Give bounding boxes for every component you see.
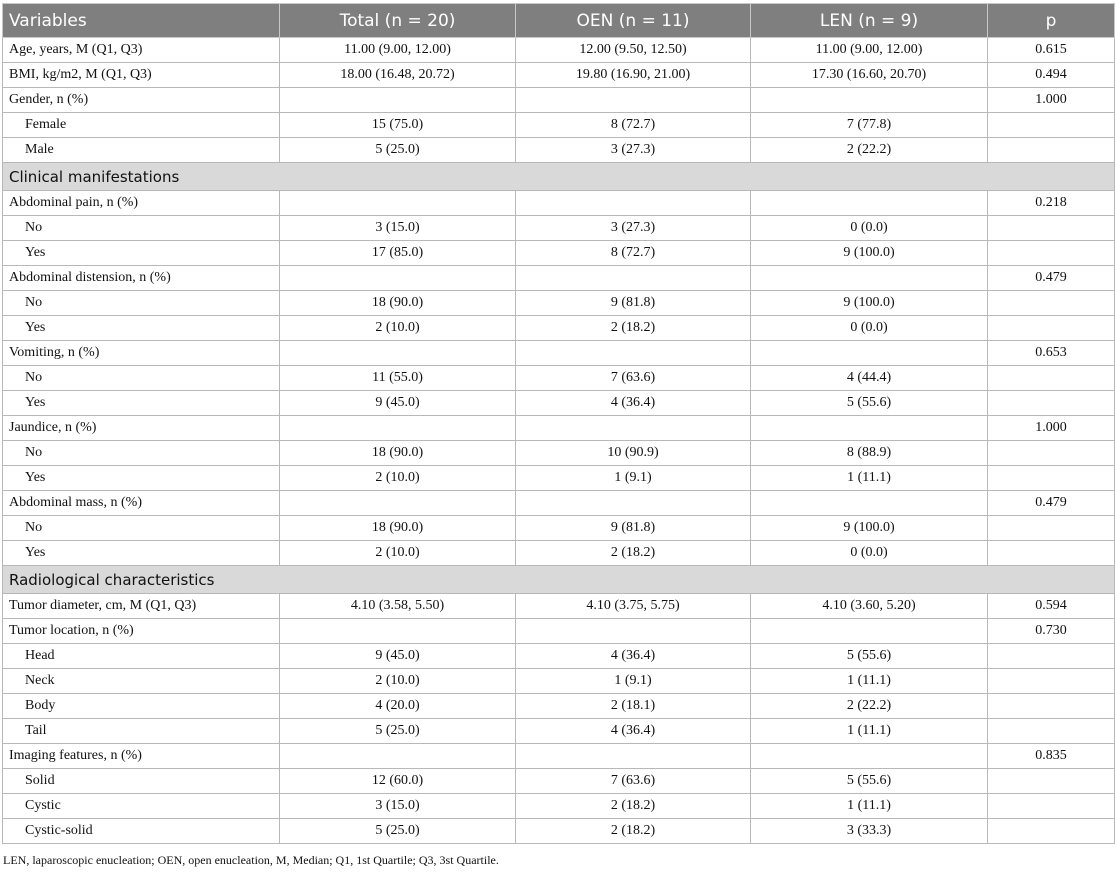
len-cell: 9 (100.0) bbox=[751, 241, 988, 266]
len-cell: 8 (88.9) bbox=[751, 441, 988, 466]
len-cell: 1 (11.1) bbox=[751, 719, 988, 744]
table-subrow bbox=[3, 769, 1115, 794]
p-value-cell bbox=[988, 113, 1115, 138]
p-value-cell: 0.218 bbox=[988, 191, 1115, 216]
data-table bbox=[2, 3, 1115, 844]
len-cell bbox=[751, 619, 988, 644]
oen-cell: 2 (18.2) bbox=[516, 316, 751, 341]
header-variables: Variables bbox=[3, 4, 280, 38]
oen-cell: 4.10 (3.75, 5.75) bbox=[516, 594, 751, 619]
p-value-cell bbox=[988, 241, 1115, 266]
total-cell: 5 (25.0) bbox=[280, 138, 516, 163]
p-value-cell bbox=[988, 819, 1115, 844]
oen-cell: 2 (18.2) bbox=[516, 819, 751, 844]
len-cell bbox=[751, 341, 988, 366]
p-value-cell: 0.835 bbox=[988, 744, 1115, 769]
len-cell: 9 (100.0) bbox=[751, 516, 988, 541]
oen-cell: 19.80 (16.90, 21.00) bbox=[516, 63, 751, 88]
row-label: Solid bbox=[3, 769, 280, 794]
total-cell bbox=[280, 191, 516, 216]
oen-cell: 2 (18.1) bbox=[516, 694, 751, 719]
oen-cell: 3 (27.3) bbox=[516, 216, 751, 241]
total-cell: 2 (10.0) bbox=[280, 669, 516, 694]
table-subrow bbox=[3, 644, 1115, 669]
row-label: Male bbox=[3, 138, 280, 163]
len-cell: 1 (11.1) bbox=[751, 466, 988, 491]
table-subrow bbox=[3, 391, 1115, 416]
oen-cell bbox=[516, 88, 751, 113]
oen-cell bbox=[516, 744, 751, 769]
total-cell: 2 (10.0) bbox=[280, 466, 516, 491]
p-value-cell bbox=[988, 291, 1115, 316]
len-cell: 0 (0.0) bbox=[751, 216, 988, 241]
total-cell bbox=[280, 416, 516, 441]
section-title: Clinical manifestations bbox=[3, 163, 1115, 191]
oen-cell bbox=[516, 416, 751, 441]
len-cell: 4.10 (3.60, 5.20) bbox=[751, 594, 988, 619]
header-p: p bbox=[988, 4, 1115, 38]
len-cell bbox=[751, 491, 988, 516]
len-cell bbox=[751, 88, 988, 113]
table-subrow bbox=[3, 819, 1115, 844]
table-row bbox=[3, 63, 1115, 88]
p-value-cell bbox=[988, 694, 1115, 719]
row-label: Tumor diameter, cm, M (Q1, Q3) bbox=[3, 594, 280, 619]
total-cell bbox=[280, 491, 516, 516]
oen-cell: 9 (81.8) bbox=[516, 516, 751, 541]
table-subrow bbox=[3, 241, 1115, 266]
row-label: No bbox=[3, 216, 280, 241]
p-value-cell: 0.594 bbox=[988, 594, 1115, 619]
total-cell: 4.10 (3.58, 5.50) bbox=[280, 594, 516, 619]
oen-cell: 10 (90.9) bbox=[516, 441, 751, 466]
oen-cell: 2 (18.2) bbox=[516, 794, 751, 819]
len-cell: 2 (22.2) bbox=[751, 138, 988, 163]
header-row bbox=[3, 4, 1115, 38]
p-value-cell: 0.479 bbox=[988, 266, 1115, 291]
row-label: Vomiting, n (%) bbox=[3, 341, 280, 366]
oen-cell: 2 (18.2) bbox=[516, 541, 751, 566]
table-subrow bbox=[3, 466, 1115, 491]
oen-cell: 7 (63.6) bbox=[516, 769, 751, 794]
len-cell: 3 (33.3) bbox=[751, 819, 988, 844]
table-row bbox=[3, 594, 1115, 619]
table-header bbox=[3, 4, 1115, 38]
len-cell: 5 (55.6) bbox=[751, 769, 988, 794]
table-container bbox=[2, 3, 1114, 868]
row-label: Tail bbox=[3, 719, 280, 744]
p-value-cell: 0.479 bbox=[988, 491, 1115, 516]
len-cell: 0 (0.0) bbox=[751, 541, 988, 566]
total-cell: 11.00 (9.00, 12.00) bbox=[280, 38, 516, 63]
row-label: Abdominal pain, n (%) bbox=[3, 191, 280, 216]
table-subrow bbox=[3, 516, 1115, 541]
len-cell: 11.00 (9.00, 12.00) bbox=[751, 38, 988, 63]
len-cell: 5 (55.6) bbox=[751, 644, 988, 669]
total-cell: 18.00 (16.48, 20.72) bbox=[280, 63, 516, 88]
table-subrow bbox=[3, 216, 1115, 241]
row-label: Cystic bbox=[3, 794, 280, 819]
table-subrow bbox=[3, 541, 1115, 566]
table-row bbox=[3, 191, 1115, 216]
table-row bbox=[3, 38, 1115, 63]
row-label: Imaging features, n (%) bbox=[3, 744, 280, 769]
row-label: Cystic-solid bbox=[3, 819, 280, 844]
table-row bbox=[3, 744, 1115, 769]
oen-cell: 7 (63.6) bbox=[516, 366, 751, 391]
p-value-cell bbox=[988, 769, 1115, 794]
len-cell: 5 (55.6) bbox=[751, 391, 988, 416]
len-cell: 2 (22.2) bbox=[751, 694, 988, 719]
total-cell: 18 (90.0) bbox=[280, 441, 516, 466]
p-value-cell bbox=[988, 794, 1115, 819]
row-label: Yes bbox=[3, 466, 280, 491]
len-cell: 4 (44.4) bbox=[751, 366, 988, 391]
oen-cell: 8 (72.7) bbox=[516, 241, 751, 266]
len-cell: 0 (0.0) bbox=[751, 316, 988, 341]
section-row bbox=[3, 163, 1115, 191]
section-row bbox=[3, 566, 1115, 594]
row-label: Female bbox=[3, 113, 280, 138]
row-label: No bbox=[3, 291, 280, 316]
oen-cell: 12.00 (9.50, 12.50) bbox=[516, 38, 751, 63]
total-cell: 18 (90.0) bbox=[280, 291, 516, 316]
p-value-cell bbox=[988, 669, 1115, 694]
p-value-cell: 0.730 bbox=[988, 619, 1115, 644]
header-total: Total (n = 20) bbox=[280, 4, 516, 38]
row-label: Head bbox=[3, 644, 280, 669]
len-cell: 1 (11.1) bbox=[751, 794, 988, 819]
oen-cell bbox=[516, 491, 751, 516]
p-value-cell bbox=[988, 466, 1115, 491]
table-footnote: LEN, laparoscopic enucleation; OEN, open enucleation, M, Median; Q1, 1st Quartile; Q3, 3st Quartile. bbox=[3, 853, 499, 867]
p-value-cell bbox=[988, 719, 1115, 744]
row-label: No bbox=[3, 366, 280, 391]
total-cell: 2 (10.0) bbox=[280, 541, 516, 566]
table-row bbox=[3, 416, 1115, 441]
table-subrow bbox=[3, 138, 1115, 163]
row-label: Neck bbox=[3, 669, 280, 694]
table-subrow bbox=[3, 316, 1115, 341]
p-value-cell bbox=[988, 644, 1115, 669]
p-value-cell bbox=[988, 216, 1115, 241]
row-label: No bbox=[3, 516, 280, 541]
table-row bbox=[3, 491, 1115, 516]
total-cell: 4 (20.0) bbox=[280, 694, 516, 719]
len-cell bbox=[751, 744, 988, 769]
total-cell bbox=[280, 341, 516, 366]
oen-cell bbox=[516, 191, 751, 216]
header-oen: OEN (n = 11) bbox=[516, 4, 751, 38]
total-cell: 11 (55.0) bbox=[280, 366, 516, 391]
total-cell bbox=[280, 266, 516, 291]
row-label: Abdominal distension, n (%) bbox=[3, 266, 280, 291]
len-cell: 9 (100.0) bbox=[751, 291, 988, 316]
table-row bbox=[3, 341, 1115, 366]
len-cell: 17.30 (16.60, 20.70) bbox=[751, 63, 988, 88]
p-value-cell: 0.615 bbox=[988, 38, 1115, 63]
total-cell: 15 (75.0) bbox=[280, 113, 516, 138]
table-row bbox=[3, 619, 1115, 644]
table-row bbox=[3, 266, 1115, 291]
table-subrow bbox=[3, 794, 1115, 819]
table-subrow bbox=[3, 113, 1115, 138]
oen-cell: 4 (36.4) bbox=[516, 391, 751, 416]
len-cell: 1 (11.1) bbox=[751, 669, 988, 694]
oen-cell: 4 (36.4) bbox=[516, 719, 751, 744]
oen-cell bbox=[516, 619, 751, 644]
total-cell: 17 (85.0) bbox=[280, 241, 516, 266]
total-cell: 9 (45.0) bbox=[280, 644, 516, 669]
row-label: Yes bbox=[3, 391, 280, 416]
row-label: BMI, kg/m2, M (Q1, Q3) bbox=[3, 63, 280, 88]
len-cell bbox=[751, 416, 988, 441]
total-cell: 2 (10.0) bbox=[280, 316, 516, 341]
total-cell bbox=[280, 619, 516, 644]
oen-cell: 9 (81.8) bbox=[516, 291, 751, 316]
row-label: Yes bbox=[3, 541, 280, 566]
row-label: Yes bbox=[3, 241, 280, 266]
oen-cell bbox=[516, 266, 751, 291]
total-cell: 9 (45.0) bbox=[280, 391, 516, 416]
row-label: Yes bbox=[3, 316, 280, 341]
total-cell: 3 (15.0) bbox=[280, 794, 516, 819]
table-body bbox=[3, 38, 1115, 844]
table-subrow bbox=[3, 441, 1115, 466]
total-cell: 5 (25.0) bbox=[280, 819, 516, 844]
table-subrow bbox=[3, 669, 1115, 694]
p-value-cell bbox=[988, 541, 1115, 566]
oen-cell: 1 (9.1) bbox=[516, 669, 751, 694]
p-value-cell: 0.494 bbox=[988, 63, 1115, 88]
p-value-cell bbox=[988, 516, 1115, 541]
row-label: Jaundice, n (%) bbox=[3, 416, 280, 441]
oen-cell: 1 (9.1) bbox=[516, 466, 751, 491]
oen-cell bbox=[516, 341, 751, 366]
table-subrow bbox=[3, 366, 1115, 391]
p-value-cell bbox=[988, 391, 1115, 416]
p-value-cell bbox=[988, 441, 1115, 466]
p-value-cell bbox=[988, 316, 1115, 341]
row-label: Tumor location, n (%) bbox=[3, 619, 280, 644]
total-cell: 12 (60.0) bbox=[280, 769, 516, 794]
p-value-cell: 0.653 bbox=[988, 341, 1115, 366]
oen-cell: 3 (27.3) bbox=[516, 138, 751, 163]
row-label: Body bbox=[3, 694, 280, 719]
oen-cell: 4 (36.4) bbox=[516, 644, 751, 669]
len-cell bbox=[751, 266, 988, 291]
row-label: Abdominal mass, n (%) bbox=[3, 491, 280, 516]
table-subrow bbox=[3, 291, 1115, 316]
row-label: Gender, n (%) bbox=[3, 88, 280, 113]
header-len: LEN (n = 9) bbox=[751, 4, 988, 38]
total-cell: 3 (15.0) bbox=[280, 216, 516, 241]
p-value-cell bbox=[988, 138, 1115, 163]
p-value-cell: 1.000 bbox=[988, 88, 1115, 113]
oen-cell: 8 (72.7) bbox=[516, 113, 751, 138]
table-subrow bbox=[3, 719, 1115, 744]
len-cell bbox=[751, 191, 988, 216]
table-row bbox=[3, 88, 1115, 113]
total-cell bbox=[280, 744, 516, 769]
row-label: Age, years, M (Q1, Q3) bbox=[3, 38, 280, 63]
p-value-cell bbox=[988, 366, 1115, 391]
row-label: No bbox=[3, 441, 280, 466]
total-cell bbox=[280, 88, 516, 113]
p-value-cell: 1.000 bbox=[988, 416, 1115, 441]
total-cell: 18 (90.0) bbox=[280, 516, 516, 541]
len-cell: 7 (77.8) bbox=[751, 113, 988, 138]
table-subrow bbox=[3, 694, 1115, 719]
total-cell: 5 (25.0) bbox=[280, 719, 516, 744]
section-title: Radiological characteristics bbox=[3, 566, 1115, 594]
